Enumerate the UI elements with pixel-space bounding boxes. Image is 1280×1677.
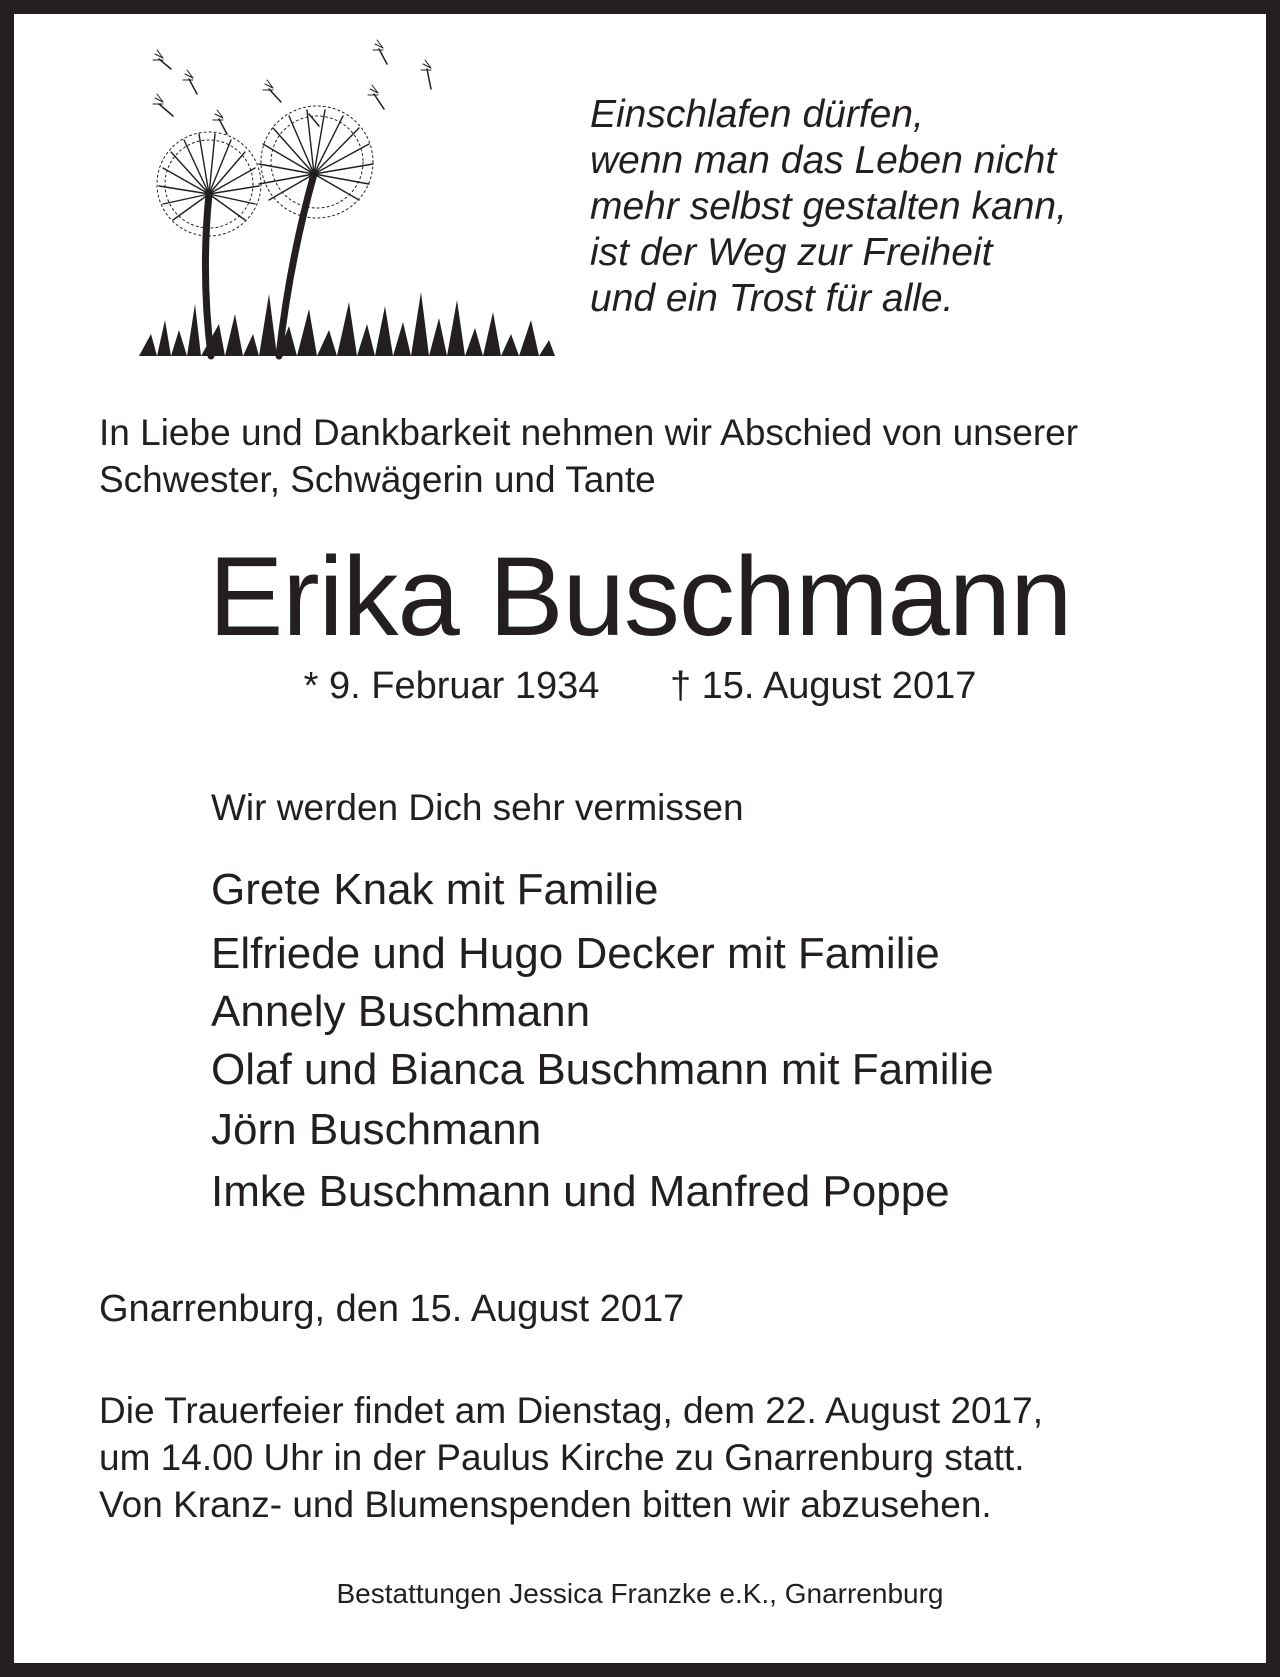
birth-date: * 9. Februar 1934 — [303, 665, 600, 707]
verse-line: ist der Weg zur Freiheit — [590, 231, 993, 274]
service-line: um 14.00 Uhr in der Paulus Kirche zu Gnarrenburg statt. — [99, 1437, 1025, 1478]
verse-line: wenn man das Leben nicht — [590, 139, 1057, 182]
signer: Annely Buschmann — [211, 987, 591, 1036]
obituary-notice — [14, 14, 1266, 1663]
service-line: Von Kranz- und Blumenspenden bitten wir abzusehen. — [99, 1484, 992, 1525]
verse-poem — [590, 92, 1067, 322]
death-date: † 15. August 2017 — [669, 665, 977, 707]
miss-line: Wir werden Dich sehr vermissen — [211, 787, 744, 828]
dandelion-illustration — [139, 34, 559, 364]
life-dates — [14, 664, 1266, 708]
intro-line: In Liebe und Dankbarkeit nehmen wir Abschied von unserer — [99, 412, 1079, 453]
intro-text — [99, 409, 1078, 503]
place-date: Gnarrenburg, den 15. August 2017 — [99, 1288, 685, 1330]
deceased-name: Erika Buschmann — [208, 534, 1072, 659]
signer: Imke Buschmann und Manfred Poppe — [211, 1167, 950, 1216]
verse-line: mehr selbst gestalten kann, — [590, 185, 1067, 228]
signer: Grete Knak mit Familie — [211, 865, 659, 914]
funeral-service-info — [99, 1387, 1043, 1528]
service-line: Die Trauerfeier findet am Dienstag, dem 22. August 2017, — [99, 1390, 1044, 1431]
verse-line: und ein Trost für alle. — [590, 277, 954, 320]
intro-line: Schwester, Schwägerin und Tante — [99, 459, 656, 500]
signer: Elfriede und Hugo Decker mit Familie — [211, 929, 940, 978]
undertaker-credit: Bestattungen Jessica Franzke e.K., Gnarrenburg — [336, 1578, 944, 1609]
signer: Jörn Buschmann — [211, 1105, 542, 1154]
signer: Olaf und Bianca Buschmann mit Familie — [211, 1045, 994, 1094]
verse-line: Einschlafen dürfen, — [590, 93, 924, 136]
